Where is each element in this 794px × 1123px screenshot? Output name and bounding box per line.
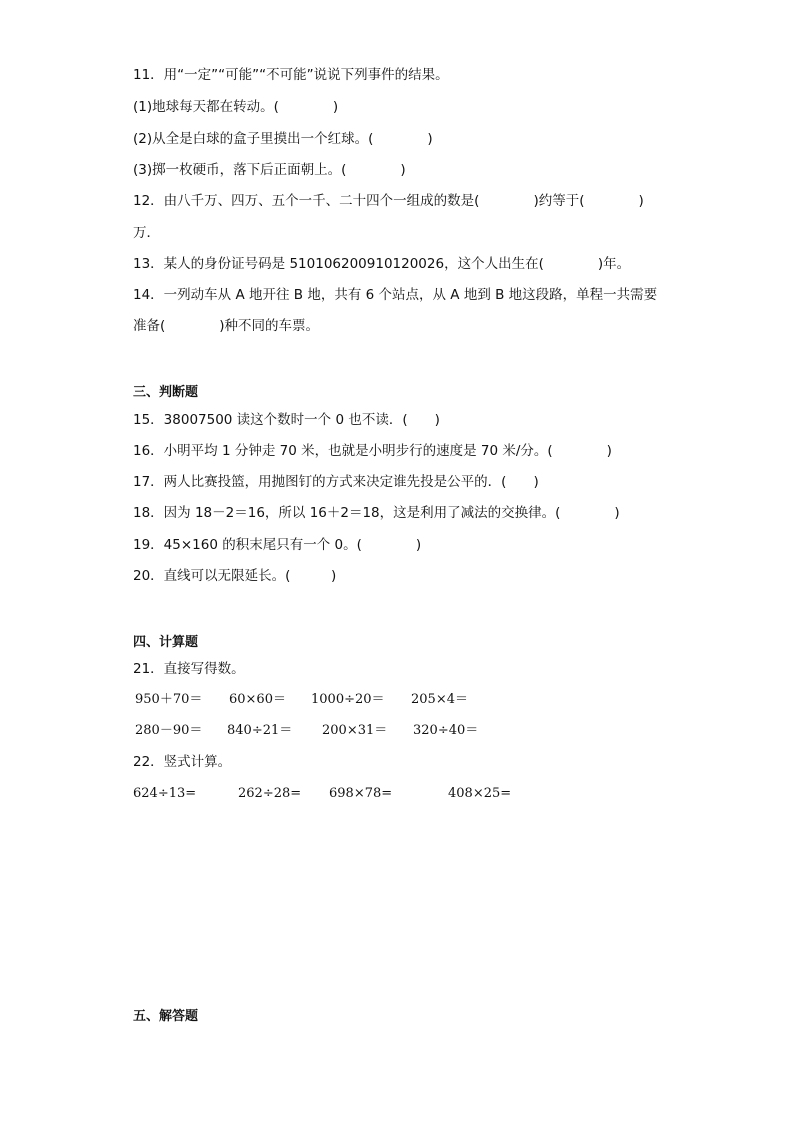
question-11-item-3: (3)掷一枚硬币，落下后正面朝上。( ) xyxy=(133,162,406,178)
calc-item: 320÷40＝ xyxy=(413,723,479,738)
question-21-stem: 21．直接写得数。 xyxy=(133,661,245,677)
vertical-calc-item: 624÷13= xyxy=(133,786,197,801)
calc-item: 840÷21＝ xyxy=(227,723,293,738)
question-16: 16．小明平均 1 分钟走 70 米，也就是小明步行的速度是 70 米/分。( ) xyxy=(133,443,612,459)
question-11-item-2: (2)从全是白球的盒子里摸出一个红球。( ) xyxy=(133,131,433,147)
vertical-calc-item: 262÷28= xyxy=(238,786,302,801)
question-17: 17．两人比赛投篮，用抛图钉的方式来决定谁先投是公平的．( ) xyxy=(133,474,539,490)
calc-item: 205×4＝ xyxy=(411,692,468,707)
question-15: 15．38007500 读这个数时一个 0 也不读．( ) xyxy=(133,412,440,428)
question-12-line-2: 万． xyxy=(133,225,160,241)
question-11-stem: 11．用“一定”“可能”“不可能”说说下列事件的结果。 xyxy=(133,67,449,83)
question-11-item-1: (1)地球每天都在转动。( ) xyxy=(133,99,339,115)
calc-item: 1000÷20＝ xyxy=(311,692,385,707)
vertical-calc-item: 698×78= xyxy=(329,786,393,801)
section-three-heading: 三、判断题 xyxy=(133,385,199,400)
question-20: 20．直线可以无限延长。( ) xyxy=(133,568,337,584)
calc-item: 950＋70＝ xyxy=(135,692,203,707)
calc-item: 60×60＝ xyxy=(229,692,286,707)
question-14-line-2: 准备( )种不同的车票。 xyxy=(133,318,320,334)
question-13: 13．某人的身份证号码是 510106200910120026，这个人出生在( )年。 xyxy=(133,256,631,272)
question-12-line-1: 12．由八千万、四万、五个一千、二十四个一组成的数是( )约等于( ) xyxy=(133,193,644,209)
question-18: 18．因为 18－2＝16，所以 16＋2＝18，这是利用了减法的交换律。( ) xyxy=(133,505,620,521)
calc-item: 280－90＝ xyxy=(135,723,203,738)
question-22-stem: 22．竖式计算。 xyxy=(133,754,232,770)
vertical-calc-item: 408×25= xyxy=(448,786,512,801)
calc-item: 200×31＝ xyxy=(322,723,388,738)
section-five-heading: 五、解答题 xyxy=(133,1009,199,1024)
section-four-heading: 四、计算题 xyxy=(133,635,199,650)
question-19: 19．45×160 的积末尾只有一个 0。( ) xyxy=(133,537,422,553)
question-14-line-1: 14．一列动车从 A 地开往 B 地，共有 6 个站点，从 A 地到 B 地这段路，单程一共需要 xyxy=(133,287,658,303)
